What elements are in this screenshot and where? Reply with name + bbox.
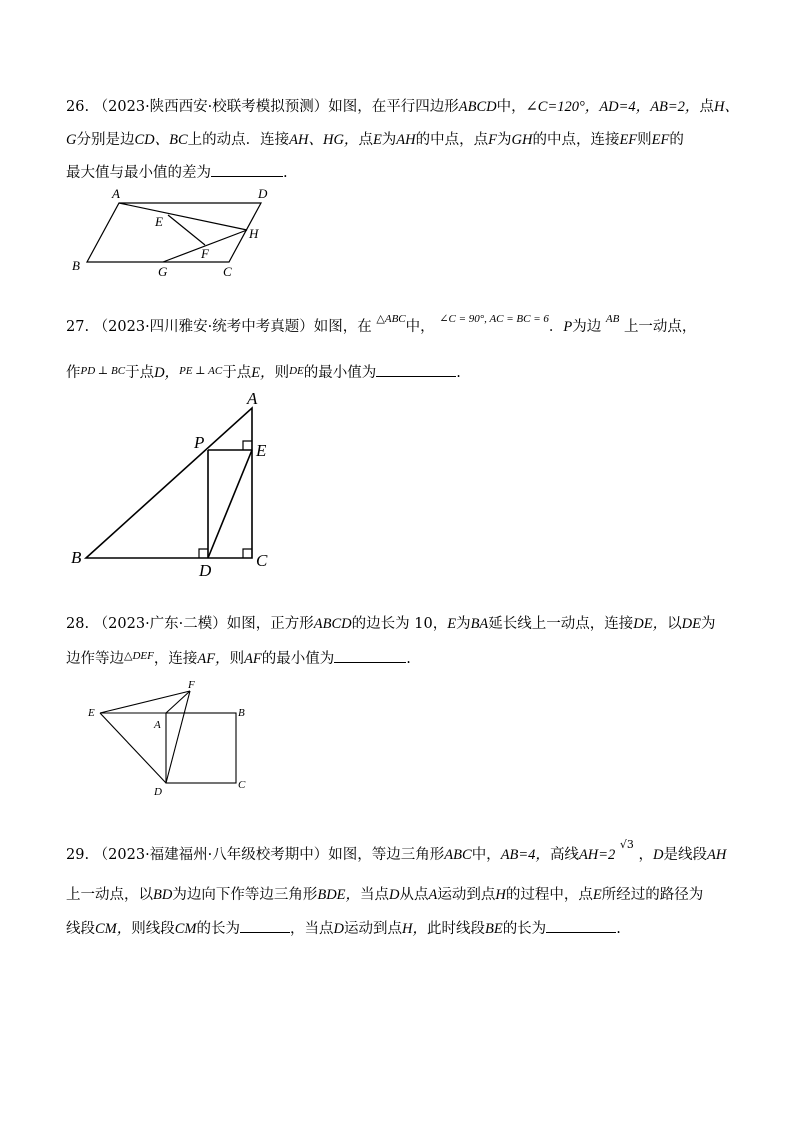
math: GH xyxy=(511,132,533,148)
figure-26-parallelogram xyxy=(66,184,296,284)
text: 点 xyxy=(358,132,373,148)
math: E， xyxy=(251,365,275,381)
math: G xyxy=(66,132,77,148)
label-b: B xyxy=(71,548,82,567)
text: 的长为 xyxy=(196,921,240,937)
label-e: E xyxy=(155,214,163,229)
math: H xyxy=(495,887,506,903)
text: 线段 xyxy=(66,921,95,937)
figure-27-right-triangle xyxy=(66,386,286,576)
problem-26-line-1 xyxy=(66,97,739,117)
text: 中， xyxy=(471,847,501,863)
problem-26-line-3 xyxy=(66,162,288,183)
label-f: F xyxy=(201,246,209,261)
answer-blank[interactable] xyxy=(211,162,283,177)
text: 的中点，连接 xyxy=(532,132,620,148)
math: AH xyxy=(707,847,727,863)
math: CM xyxy=(174,921,197,937)
math: DE xyxy=(289,365,304,377)
text: 边作等边 xyxy=(66,651,124,667)
math: ABC xyxy=(444,847,472,863)
math: E xyxy=(372,132,382,148)
math: D， xyxy=(154,365,180,381)
math: △DEF xyxy=(124,650,154,662)
text: 的过程中，点 xyxy=(505,887,593,903)
text: . xyxy=(616,921,621,937)
math: BDE， xyxy=(317,887,361,903)
label-c: C xyxy=(256,551,268,570)
problem-27-line-2 xyxy=(66,362,461,384)
math: ABCD xyxy=(313,616,352,632)
text: 则 xyxy=(229,651,245,667)
text: 此时线段 xyxy=(426,921,485,937)
math: ABCD xyxy=(458,99,497,115)
label-a: A xyxy=(112,186,120,201)
problem-source: （2023·四川雅安·统考中考真题） xyxy=(93,319,314,335)
math: △ABC xyxy=(376,313,406,325)
text: 为 xyxy=(381,132,397,148)
label-g: G xyxy=(158,264,168,279)
text: 的边长为 10， xyxy=(351,616,448,632)
problem-28-line-2 xyxy=(66,648,411,670)
text: 分别是边 xyxy=(76,132,135,148)
text: 的最小值为 xyxy=(303,365,377,381)
label-a: A xyxy=(247,389,258,408)
math: √3 xyxy=(619,838,634,851)
label-e: E xyxy=(88,707,95,719)
figure-28-square xyxy=(80,678,260,798)
text: 上一动点， xyxy=(623,319,697,335)
label-h: H xyxy=(249,226,259,241)
problem-source: （2023·陕西西安·校联考模拟预测） xyxy=(93,99,329,115)
text: 当点 xyxy=(360,887,390,903)
text: 高线 xyxy=(549,847,579,863)
text: 延长线上一动点，连接 xyxy=(488,616,634,632)
text: 以 xyxy=(667,616,682,632)
text: 则 xyxy=(274,365,290,381)
text: 为 xyxy=(497,132,512,148)
label-e: E xyxy=(256,441,267,460)
text: 为 xyxy=(456,616,471,632)
segment-ah xyxy=(119,203,247,230)
text: 是线段 xyxy=(663,847,708,863)
right-angle-e xyxy=(243,441,252,450)
segment-ef xyxy=(100,691,190,713)
text: 则线段 xyxy=(131,921,175,937)
label-f: F xyxy=(188,679,195,691)
parallelogram-abcd xyxy=(87,203,261,262)
math: AD=4， xyxy=(599,99,651,115)
math: E xyxy=(447,616,457,632)
text: 所经过的路径为 xyxy=(601,887,704,903)
label-d: D xyxy=(199,561,212,576)
problem-number: 27. xyxy=(66,319,90,335)
square-abcd xyxy=(166,713,236,783)
problem-27-line-1 xyxy=(66,313,697,338)
text: . xyxy=(456,365,461,381)
math: DE， xyxy=(633,616,668,632)
text: 为 xyxy=(700,616,716,632)
math: AH、HG， xyxy=(289,132,359,148)
text: 于点 xyxy=(125,365,155,381)
math: CD、BC xyxy=(134,132,188,148)
math: H、 xyxy=(713,99,739,115)
text: 上的动点．连接 xyxy=(187,132,290,148)
math: AH xyxy=(396,132,416,148)
math: PE ⊥ AC xyxy=(179,365,223,377)
text: 作 xyxy=(66,365,81,381)
label-c: C xyxy=(238,779,246,791)
math: D xyxy=(653,847,664,863)
segment-de xyxy=(208,450,252,558)
math: EF xyxy=(619,132,638,148)
problem-source: （2023·福建福州·八年级校考期中） xyxy=(93,847,329,863)
math: BE xyxy=(484,921,503,937)
problem-26-line-2 xyxy=(66,130,684,150)
text: 运动到点 xyxy=(437,887,496,903)
problem-number: 28. xyxy=(66,616,90,632)
math: A xyxy=(428,887,438,903)
text: 上一动点，以 xyxy=(66,887,153,903)
problem-source: （2023·广东·二模） xyxy=(93,616,227,632)
math: ∠C = 90°, AC = BC = 6 xyxy=(439,313,549,325)
math: F xyxy=(488,132,497,148)
text: 则 xyxy=(637,132,652,148)
text: 如图，在 xyxy=(313,319,372,335)
math: DE xyxy=(681,616,701,632)
text: 运动到点 xyxy=(343,921,402,937)
problem-29-line-3 xyxy=(66,918,621,939)
text: . xyxy=(406,651,411,667)
answer-blank-cm[interactable] xyxy=(240,918,290,933)
text: 如图，正方形 xyxy=(226,616,314,632)
label-d: D xyxy=(154,786,162,798)
math: AF xyxy=(244,651,262,667)
text: 为边 xyxy=(572,319,602,335)
answer-blank-be[interactable] xyxy=(546,918,616,933)
text: 的最小值为 xyxy=(261,651,335,667)
text: 的 xyxy=(669,132,684,148)
math: E xyxy=(592,887,602,903)
triangle-abc xyxy=(86,408,252,558)
text: ． xyxy=(548,319,564,335)
text: 的中点，点 xyxy=(415,132,489,148)
text: ， xyxy=(638,847,654,863)
text: 从点 xyxy=(399,887,429,903)
text: 如图，等边三角形 xyxy=(328,847,445,863)
label-b: B xyxy=(238,707,245,719)
text: 为边向下作等边三角形 xyxy=(172,887,318,903)
problem-number: 29. xyxy=(66,847,90,863)
text: 中， xyxy=(405,319,435,335)
math: H， xyxy=(401,921,427,937)
right-angle-c xyxy=(243,549,252,558)
math: AH=2 xyxy=(578,847,616,863)
math: ∠C=120°， xyxy=(525,99,600,115)
answer-blank[interactable] xyxy=(334,648,406,663)
math: D xyxy=(389,887,400,903)
math: EF xyxy=(651,132,670,148)
problem-28-line-1 xyxy=(66,614,715,634)
text: 中， xyxy=(496,99,526,115)
text: 如图，在平行四边形 xyxy=(328,99,459,115)
label-b: B xyxy=(72,258,80,273)
text: 的长为 xyxy=(502,921,547,937)
text: 最大值与最小值的差为 xyxy=(66,165,211,181)
text: ，当点 xyxy=(290,921,334,937)
math: BA xyxy=(470,616,489,632)
text: 点 xyxy=(699,99,714,115)
text: . xyxy=(283,165,288,181)
math: P xyxy=(563,319,573,335)
label-a: A xyxy=(154,719,161,731)
math: PD ⊥ BC xyxy=(80,365,126,377)
problem-number: 26. xyxy=(66,99,90,115)
label-d: D xyxy=(258,186,268,201)
segment-fd xyxy=(166,691,190,783)
math: AB xyxy=(605,313,620,325)
label-c: C xyxy=(223,264,232,279)
text: 于点 xyxy=(222,365,252,381)
math: BD xyxy=(153,887,173,903)
right-angle-d xyxy=(199,549,208,558)
math: AB=4， xyxy=(500,847,550,863)
label-p: P xyxy=(194,433,205,452)
math: AB=2， xyxy=(650,99,700,115)
math: AF， xyxy=(197,651,230,667)
math: D xyxy=(333,921,344,937)
text: ，连接 xyxy=(153,651,198,667)
problem-29-line-2 xyxy=(66,885,703,905)
problem-29-line-1 xyxy=(66,838,727,866)
math: CM， xyxy=(95,921,132,937)
answer-blank[interactable] xyxy=(376,362,456,377)
